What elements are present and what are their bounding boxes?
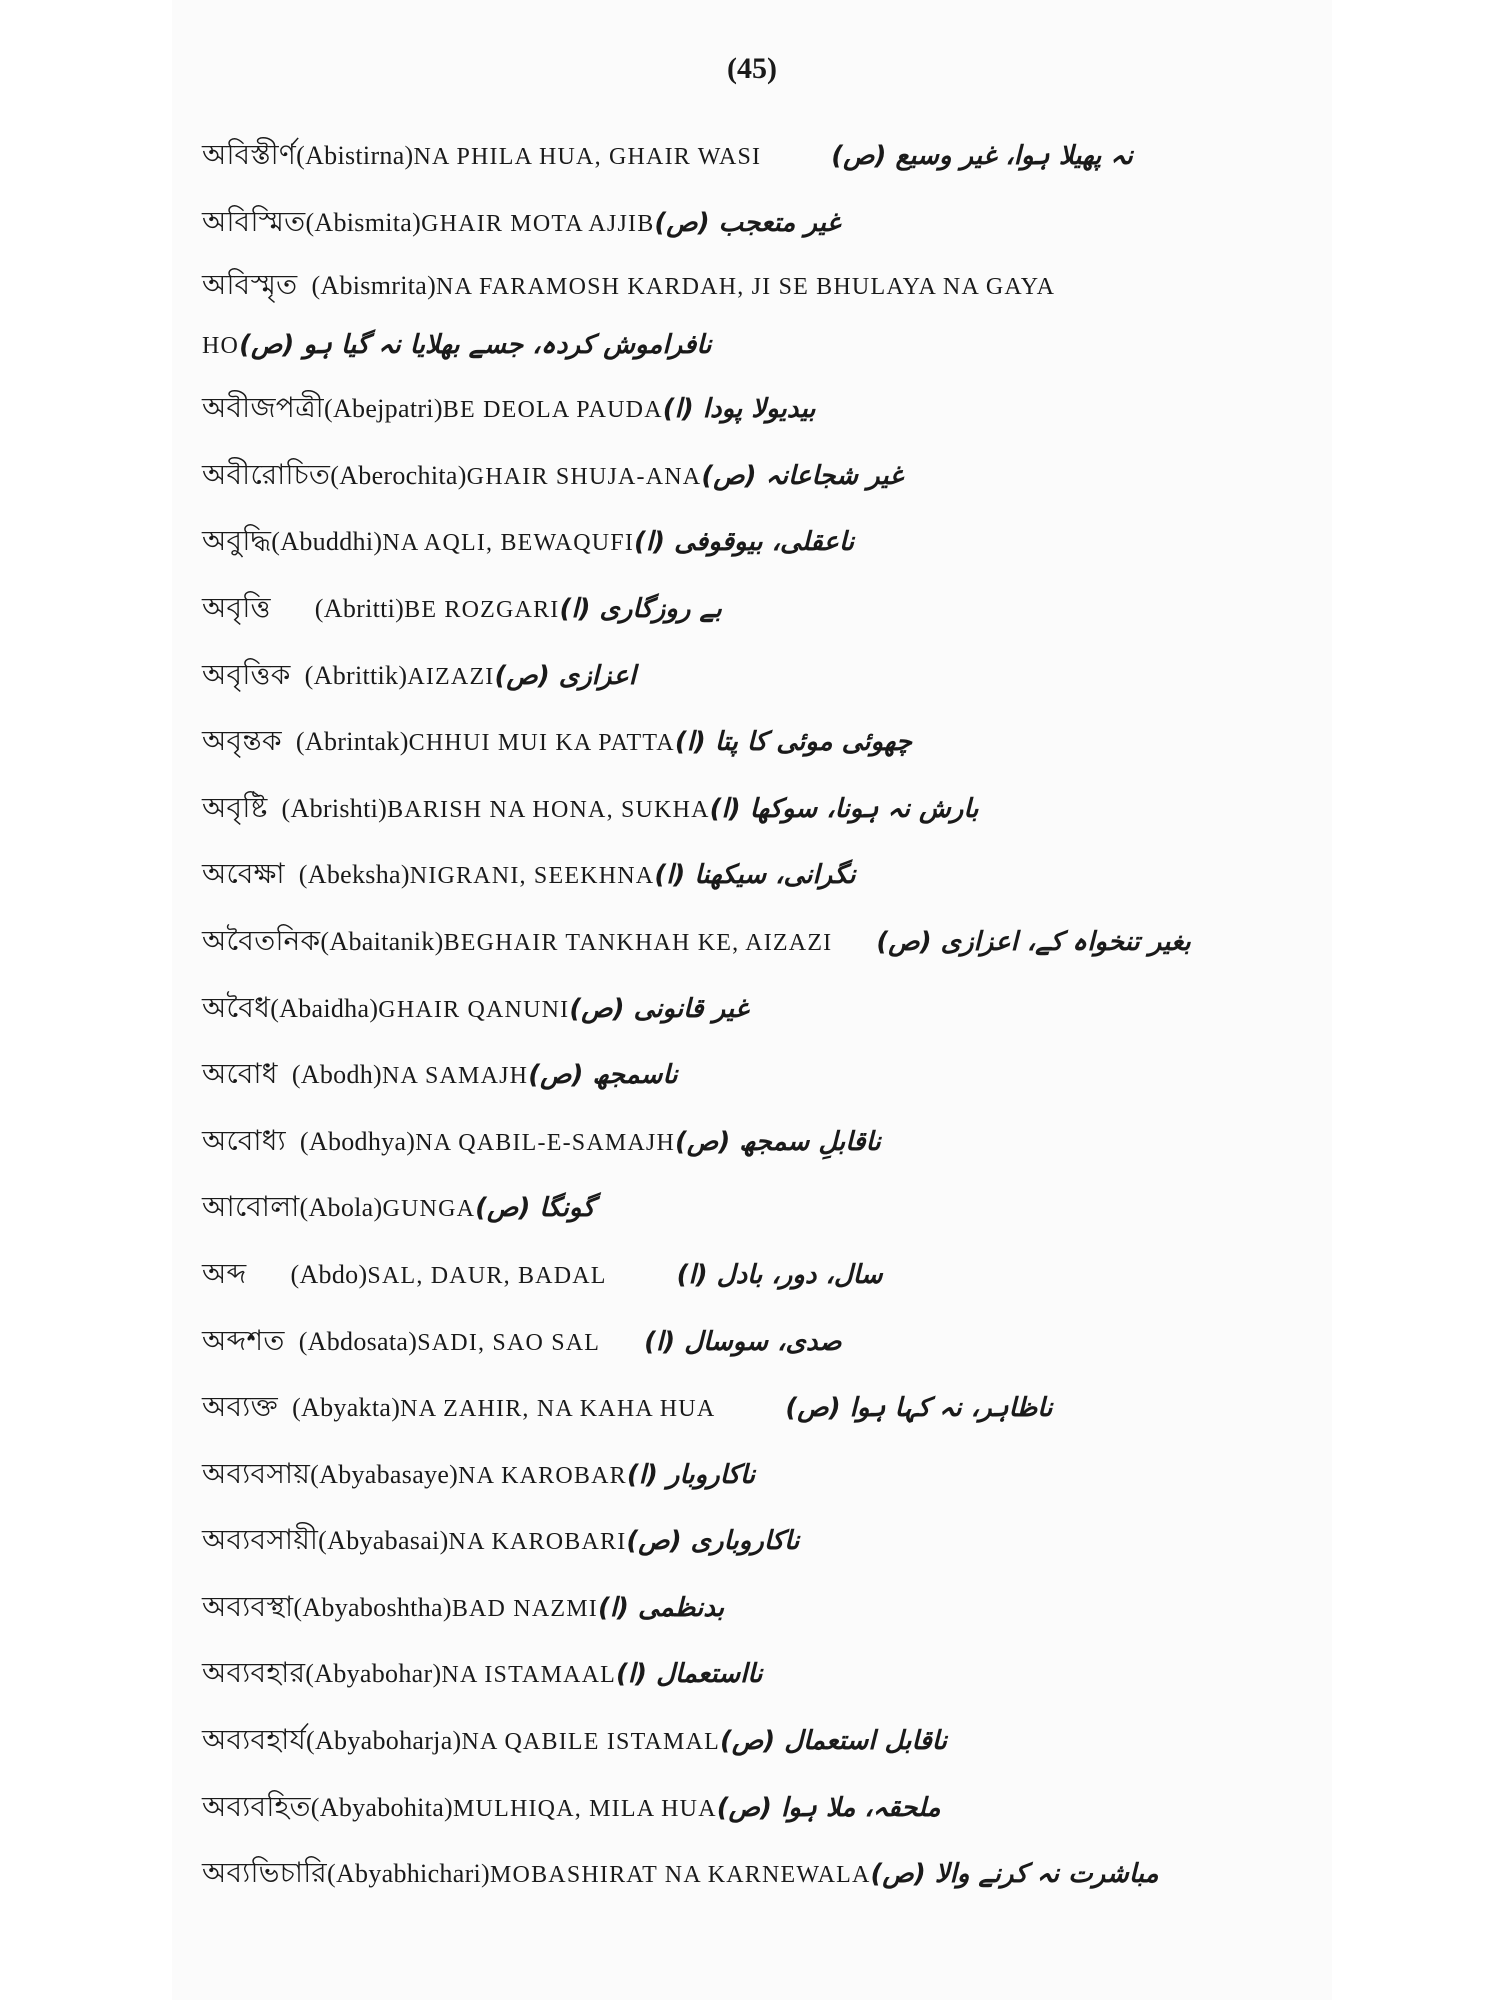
romanization: (Abyaboshtha) [293, 1592, 452, 1622]
dictionary-page [172, 0, 1332, 2000]
romanization: (Abejpatri) [323, 394, 443, 424]
list-item [202, 1174, 1322, 1241]
gloss: CHHUI MUI KA PATTA [408, 730, 675, 757]
romanization: (Abyaboharja) [306, 1726, 462, 1756]
urdu-meaning: ناقابلِ سمجھ (ص) [675, 1126, 881, 1157]
urdu-meaning: غیر شجاعانہ (ص) [701, 460, 903, 491]
urdu-meaning: ناکاروباری (ص) [626, 1526, 800, 1557]
bengali-headword: অবৃষ্টি [202, 790, 268, 824]
bengali-headword: অবৃত্তিক [202, 657, 291, 691]
bengali-headword: অবীজপত্রী [202, 391, 324, 425]
list-item [202, 1574, 1322, 1641]
list-item [202, 375, 1322, 442]
urdu-meaning: گونگا (ص) [475, 1193, 595, 1224]
list-item [202, 1241, 1322, 1308]
gloss: BE DEOLA PAUDA [442, 397, 663, 424]
urdu-meaning: اعزازی (ص) [494, 660, 636, 691]
bengali-headword: অব্দশত [202, 1323, 285, 1357]
bengali-headword: অবেক্ষা [202, 857, 285, 891]
bengali-headword: অবৃন্তক [202, 724, 282, 758]
romanization: (Abola) [299, 1193, 383, 1223]
list-item [202, 841, 1322, 908]
bengali-headword: অব্যবসায়ী [202, 1523, 319, 1557]
bengali-headword: অব্দ [202, 1256, 247, 1290]
romanization: (Aberochita) [330, 460, 467, 490]
gloss: SADI, SAO SAL [417, 1329, 601, 1356]
list-item [202, 1507, 1322, 1574]
gloss: BE ROZGARI [404, 596, 560, 623]
gloss: BEGHAIR TANKHAH KE, AIZAZI [443, 929, 833, 956]
bengali-headword: অব্যবহিত [202, 1789, 311, 1823]
romanization: (Abdosata) [298, 1326, 418, 1356]
list-item [202, 1774, 1322, 1841]
bengali-headword: অবুদ্ধি [202, 524, 272, 558]
list-item [202, 708, 1322, 775]
list-item [202, 1640, 1322, 1707]
romanization: (Abaitanik) [320, 926, 444, 956]
bengali-headword: অব্যবহার্য [202, 1723, 306, 1757]
urdu-meaning: بغیر تنخواہ کے، اعزازی (ص) [876, 926, 1191, 957]
urdu-meaning: ناقابل استعمال (ص) [719, 1726, 947, 1757]
urdu-meaning: ناکاروبار (ا) [626, 1459, 756, 1490]
urdu-meaning: نافراموش کردہ، جسے بھلایا نہ گیا ہو (ص) [239, 330, 712, 361]
urdu-meaning: صدی، سوسال (ا) [644, 1326, 842, 1357]
romanization: (Abuddhi) [271, 527, 383, 557]
gloss: BAD NAZMI [451, 1595, 598, 1622]
romanization: (Abismrita) [311, 271, 437, 301]
gloss: NA AQLI, BEWAQUFI [382, 530, 635, 557]
gloss: NA FARAMOSH KARDAH, JI SE BHULAYA NA GAYA [436, 274, 1056, 301]
list-item [202, 1108, 1322, 1175]
bengali-headword: অবৈতনিক [202, 923, 321, 957]
urdu-meaning: نگرانی، سیکھنا (ا) [654, 860, 856, 891]
gloss: AIZAZI [407, 663, 495, 690]
romanization: (Abrintak) [295, 727, 409, 757]
list-item [202, 575, 1322, 642]
urdu-meaning: ناعقلی، بیوقوفی (ا) [634, 527, 855, 558]
urdu-meaning: سال، دور، بادل (ا) [676, 1259, 883, 1290]
bengali-headword: অবোধ্য [202, 1123, 286, 1157]
urdu-meaning: نہ پھیلا ہوا، غیر وسیع (ص) [831, 141, 1133, 171]
bengali-headword: আবোলা [202, 1190, 300, 1224]
gloss: NA KAROBARI [448, 1529, 627, 1556]
urdu-meaning: بارش نہ ہونا، سوکھا (ا) [709, 793, 979, 824]
romanization: (Abyabasai) [318, 1526, 449, 1556]
list-item [202, 1374, 1322, 1441]
list-item [202, 122, 1322, 189]
urdu-meaning: بے روزگاری (ا) [559, 593, 722, 624]
gloss: NA QABIL-E-SAMAJH [415, 1129, 675, 1156]
bengali-headword: অবিস্মৃত [202, 268, 298, 302]
list-item [202, 1441, 1322, 1508]
bengali-headword: অব্যভিচারি [202, 1856, 327, 1890]
urdu-meaning: بیدیولا پودا (ا) [662, 394, 816, 425]
romanization: (Abeksha) [298, 860, 410, 890]
gloss: GHAIR QANUNI [378, 996, 570, 1023]
list-item [202, 189, 1322, 256]
romanization: (Abistirna) [296, 141, 414, 170]
bengali-headword: অবৃত্তি [202, 590, 271, 624]
romanization: (Abyabhichari) [326, 1859, 491, 1889]
bengali-headword: অব্যবস্থা [202, 1589, 294, 1623]
gloss: BARISH NA HONA, SUKHA [387, 796, 710, 823]
romanization: (Abritti) [314, 593, 405, 623]
bengali-headword: অবিস্মিত [202, 204, 306, 238]
list-item [202, 442, 1322, 509]
gloss: NIGRANI, SEEKHNA [409, 863, 655, 890]
romanization: (Abyabohar) [305, 1659, 442, 1689]
bengali-headword: অব্যবসায় [202, 1456, 311, 1490]
gloss: GHAIR MOTA AJJIB [421, 210, 655, 237]
gloss-continuation: HO [202, 333, 240, 360]
gloss: NA ZAHIR, NA KAHA HUA [400, 1396, 716, 1423]
gloss: SAL, DAUR, BADAL [367, 1262, 607, 1289]
urdu-meaning: غیر قانونی (ص) [569, 993, 749, 1024]
list-item [202, 1840, 1322, 1907]
bengali-headword: অব্যবহার [202, 1656, 306, 1690]
romanization: (Abrishti) [281, 793, 388, 823]
romanization: (Abyabasaye) [310, 1459, 459, 1489]
gloss: MULHIQA, MILA HUA [453, 1795, 717, 1822]
urdu-meaning: چھوئی موئی کا پتا (ا) [674, 727, 912, 758]
romanization: (Abrittik) [304, 660, 408, 690]
gloss: NA SAMAJH [382, 1063, 529, 1090]
list-item [202, 508, 1322, 575]
list-item-continuation [202, 315, 1322, 375]
urdu-meaning: ناسمجھ (ص) [528, 1060, 678, 1091]
gloss: MOBASHIRAT NA KARNEWALA [490, 1862, 871, 1889]
romanization: (Abyakta) [292, 1393, 401, 1423]
urdu-meaning: ناظاہر، نہ کہا ہوا (ص) [785, 1393, 1053, 1424]
list-item [202, 1041, 1322, 1108]
gloss: NA QABILE ISTAMAL [461, 1729, 720, 1756]
bengali-headword: অবিস্তীর্ণ [202, 138, 297, 171]
urdu-meaning: مباشرت نہ کرنے والا (ص) [870, 1859, 1159, 1890]
list-item [202, 1707, 1322, 1774]
urdu-meaning: نااستعمال (ا) [616, 1659, 763, 1690]
gloss: GUNGA [382, 1196, 476, 1223]
gloss: NA PHILA HUA, GHAIR WASI [413, 144, 762, 170]
romanization: (Abodh) [291, 1060, 383, 1090]
list-item [202, 975, 1322, 1042]
list-item [202, 255, 1322, 315]
bengali-headword: অবোধ [202, 1057, 278, 1091]
romanization: (Abyabohita) [310, 1792, 454, 1822]
gloss: NA KAROBAR [458, 1462, 627, 1489]
romanization: (Abdo) [290, 1259, 368, 1289]
urdu-meaning: ملحقہ، ملا ہوا (ص) [716, 1792, 941, 1823]
list-item [202, 1308, 1322, 1375]
entry-list [202, 122, 1322, 1907]
gloss: NA ISTAMAAL [441, 1662, 617, 1689]
urdu-meaning: بدنظمی (ا) [597, 1592, 725, 1623]
bengali-headword: অব্যক্ত [202, 1390, 279, 1424]
romanization: (Abaidha) [270, 993, 379, 1023]
list-item [202, 908, 1322, 975]
list-item [202, 642, 1322, 709]
bengali-headword: অবৈধ [202, 990, 271, 1024]
gloss: GHAIR SHUJA-ANA [466, 463, 702, 490]
bengali-headword: অবীরোচিত [202, 457, 331, 491]
list-item [202, 775, 1322, 842]
romanization: (Abodhya) [299, 1126, 416, 1156]
urdu-meaning: غیر متعجب (ص) [654, 207, 841, 238]
romanization: (Abismita) [305, 207, 422, 237]
page-number: (45) [727, 52, 777, 85]
